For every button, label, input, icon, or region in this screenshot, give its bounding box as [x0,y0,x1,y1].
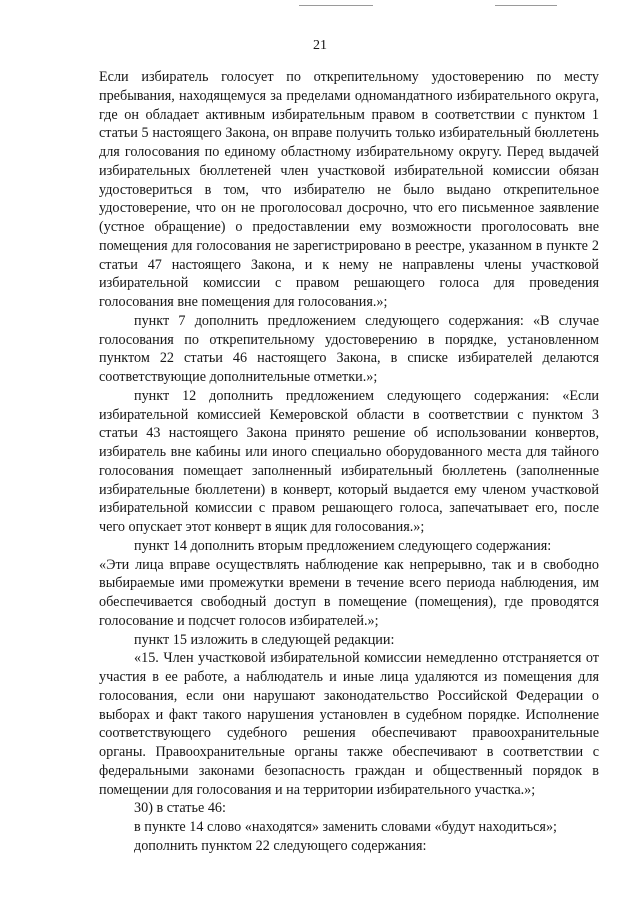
paragraph-item-15-header: пункт 15 изложить в следующей редакции: [134,631,395,648]
paragraph-item-14-word-replacement: в пункте 14 слово «находятся» заменить словами «будут находиться»; [134,819,557,835]
paragraph-observer-rights-quote: «Эти лица вправе осуществлять наблюдение как непрерывно, так и в свободно выбираемые ими промежутки времени в течение всего периода наблюдения, им обеспечивается свободный доступ в помещение (помещения), где проводятся голосование и подсчет голосов избирателей.»; [99,556,599,629]
paragraph-voter-absentee-certificate: Если избиратель голосует по открепительному удостоверению по месту пребывания, находящемуся за пределами одномандатного избирательного округа, где он обладает активным избирательным правом в соответствии с пунктом 1 статьи 5 настоящего Закона, он вправе получить только избирательный бюллетень для голосования по единому областному избирательному округу. Перед выдачей избирательных бюллетеней член участковой избирательной комиссии обязан удостовериться в том, что избирателю не было выдано открепительное удостоверение, что он не проголосовал досрочно, что его письменное заявление (устное обращение) о предоставлении ему возможности проголосовать вне помещения для голосования не зарегистрировано в реестре, указанном в пункте 2 статьи 47 настоящего Закона, и к нему не направлены члены участковой избирательной комиссии с правом решающего голоса для проведения голосования вне помещения для голосования.»; [99,69,599,310]
header-rule-left [299,5,373,6]
paragraph-item-14-amendment: пункт 14 дополнить вторым предложением следующего содержания: [134,537,552,554]
paragraph-add-item-22: дополнить пунктом 22 следующего содержания: [134,837,427,854]
page-number: 21 [313,38,327,53]
document-body [99,68,599,856]
header-rule-right [495,5,557,6]
paragraph-item-7-amendment: пункт 7 дополнить предложением следующего содержания: «В случае голосования по открепительному удостоверению в порядке, установленном пунктом 22 статьи 46 настоящего Закона, в списке избирателей делаются соответствующие дополнительные отметки.»; [99,312,599,385]
paragraph-item-15-text: «15. Член участковой избирательной комиссии немедленно отстраняется от участия в ее работе, а наблюдатель и иные лица удаляются из помещения для голосования, если они нарушают законодательство Российской Федерации о выборах и факт такого нарушения установлен в судебном порядке. Исполнение соответствующего судебного решения обеспечивают правоохранительные органы. Правоохранительные органы также обеспечивают в соответствии с федеральными законами безопасность граждан и общественный порядок в помещении для голосования и на территории избирательного участка.»; [99,650,599,798]
paragraph-article-46-header: 30) в статье 46: [134,800,226,817]
paragraph-item-12-amendment: пункт 12 дополнить предложением следующего содержания: «Если избирательной комиссией Кемеровской области в соответствии с пунктом 3 статьи 43 настоящего Закона принято решение об использовании конвертов, избиратель вне кабины или иного специально оборудованного места для тайного голосования помещает заполненный избирательный бюллетень (заполненные избирательные бюллетени) в конверт, который выдается ему членом участковой избирательной комиссии с правом решающего голоса, запечатывает его, после чего опускает этот конверт в ящик для голосования.»; [99,387,599,535]
